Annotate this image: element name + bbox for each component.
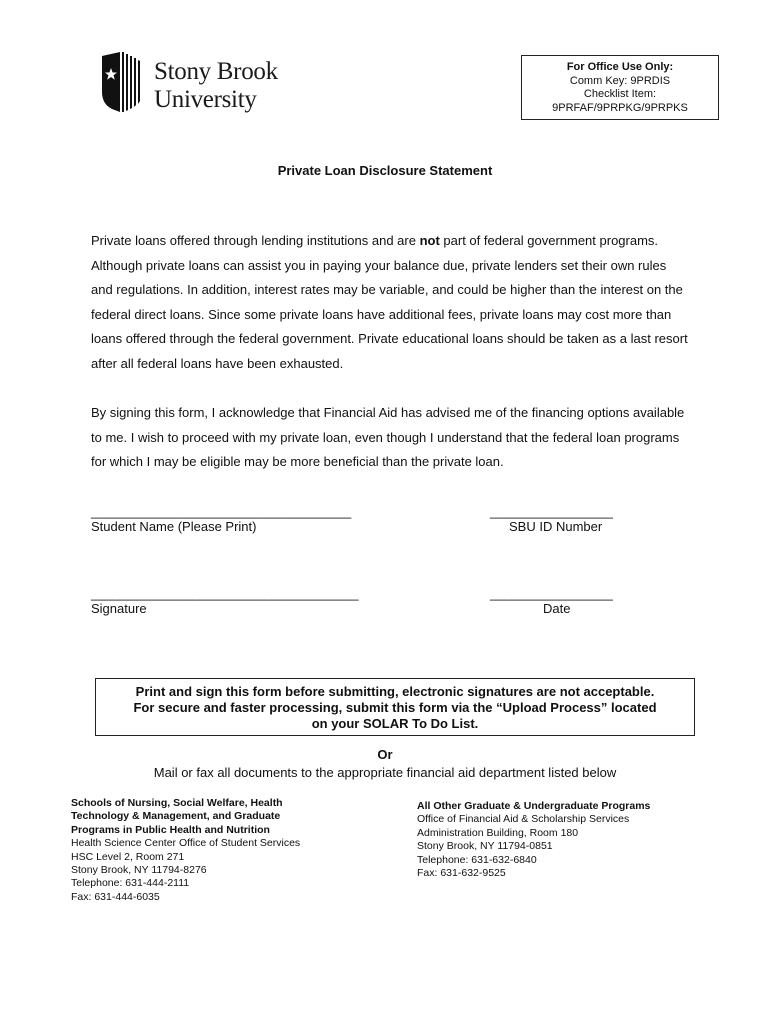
student-name-label: Student Name (Please Print) — [91, 519, 257, 534]
address-heading: Technology & Management, and Graduate — [71, 810, 281, 823]
checklist-value: 9PRFAF/9PRPKG/9PRPKS — [552, 101, 688, 114]
address-fax: Fax: 631-632-9525 — [417, 867, 506, 880]
comm-key: Comm Key: 9PRDIS — [569, 74, 671, 87]
checklist-label: Checklist Item: — [583, 88, 657, 100]
student-name-field[interactable]: ____________________________________ — [91, 504, 352, 519]
notice-line3: on your SOLAR To Do List. — [311, 716, 479, 731]
para1-bold: not — [419, 233, 440, 248]
notice-line1: Print and sign this form before submitting, electronic signatures are not acceptable. — [135, 684, 655, 699]
mail-instructions: Mail or fax all documents to the appropriate financial aid department listed below — [153, 765, 617, 780]
office-use-title: For Office Use Only: — [566, 61, 674, 73]
signature-label: Signature — [91, 601, 147, 616]
office-use-box — [521, 55, 719, 120]
address-fax: Fax: 631-444-6035 — [71, 890, 160, 903]
page-title: Private Loan Disclosure Statement — [277, 163, 493, 178]
address-line: Stony Brook, NY 11794-8276 — [71, 864, 207, 877]
sbu-id-field[interactable]: _________________ — [490, 504, 613, 519]
university-logo — [100, 50, 300, 120]
address-line: Stony Brook, NY 11794-0851 — [417, 840, 553, 853]
para1-text-a: Private loans offered through lending institutions and are — [91, 233, 420, 248]
address-heading: All Other Graduate & Undergraduate Programs — [417, 800, 651, 812]
date-label: Date — [543, 601, 571, 616]
or-separator: Or — [377, 747, 393, 762]
shield-icon — [100, 52, 146, 112]
signature-field[interactable]: _____________________________________ — [91, 586, 359, 601]
sbu-id-label: SBU ID Number — [509, 519, 603, 534]
logo-line2: University — [154, 86, 257, 113]
submission-notice-box — [95, 678, 695, 736]
logo-line1: Stony Brook — [154, 58, 278, 85]
address-heading: Schools of Nursing, Social Welfare, Health — [71, 797, 283, 809]
address-line: Administration Building, Room 180 — [417, 826, 579, 839]
notice-line2: For secure and faster processing, submit this form via the “Upload Process” located — [133, 700, 657, 715]
address-line: Health Science Center Office of Student Services — [71, 837, 301, 850]
address-health-sciences — [71, 797, 361, 904]
address-heading: Programs in Public Health and Nutrition — [71, 823, 270, 836]
address-line: HSC Level 2, Room 271 — [71, 850, 185, 863]
para1-text-b: part of federal government programs. Although private loans can assist you in paying your balance due, private lenders set their own rules and regulations. In addition, interest rates may be variable, and could be higher than the interest on the federal direct loans. Since some private loans have additional fees, private loans may cost more than loans offered through the federal government. Private educational loans should be taken as a last resort after all federal loans have been exhausted. — [91, 233, 688, 371]
acknowledgement-paragraph: By signing this form, I acknowledge that Financial Aid has advised me of the financing options available to me. I wish to proceed with my private loan, even though I understand that the federal loan programs for which I may be eligible may be more beneficial than the private loan. — [91, 405, 685, 469]
address-phone: Telephone: 631-444-2111 — [71, 877, 190, 890]
address-line: Office of Financial Aid & Scholarship Services — [417, 813, 630, 826]
date-field[interactable]: _________________ — [490, 586, 613, 601]
address-phone: Telephone: 631-632-6840 — [417, 853, 537, 866]
disclosure-paragraph — [91, 229, 691, 376]
address-main-campus — [417, 800, 717, 880]
